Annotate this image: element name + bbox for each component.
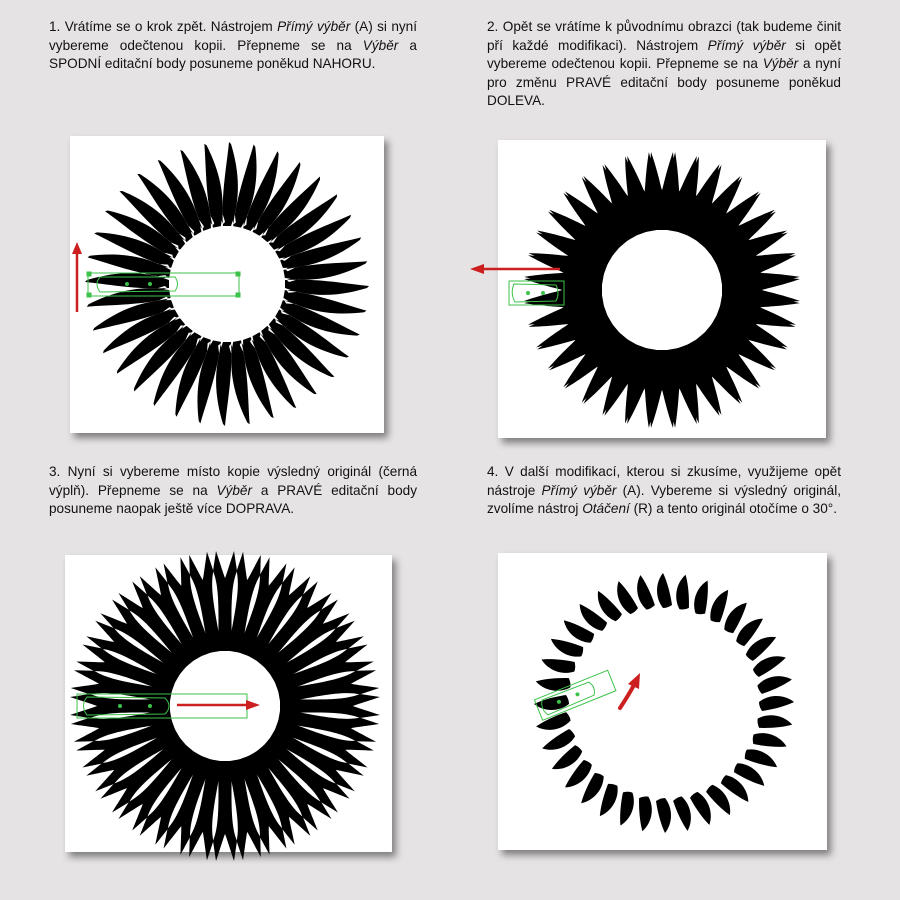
tool-name: Přímý výběr bbox=[541, 482, 617, 498]
text-run: (R) a tento originál otočíme o 30°. bbox=[629, 501, 837, 516]
ray bbox=[657, 573, 672, 608]
tool-name: Otáčení bbox=[582, 501, 630, 516]
move-right-arrow bbox=[177, 700, 260, 710]
text-run: 4. V další modifikací, kterou si zkusíme, využijeme opět nástroje bbox=[487, 464, 841, 498]
tool-name: Výběr bbox=[216, 482, 253, 498]
text-run: (A). Vybereme si výsledný originál, zvolíme nástroj bbox=[487, 482, 842, 516]
text-run: si opět vybereme odečtenou kopii. Přepneme se na bbox=[487, 37, 841, 71]
tool-name: Přímý výběr bbox=[707, 37, 786, 53]
text-run: (A) si nyní vybereme odečtenou kopii. Přepneme se na bbox=[49, 19, 418, 53]
ray bbox=[756, 674, 793, 695]
selection-outline bbox=[534, 670, 615, 720]
ray bbox=[635, 574, 656, 611]
illustration-rays-spiky-base bbox=[498, 140, 826, 438]
tool-name: Přímý výběr bbox=[277, 19, 351, 34]
text-run: 1. Vrátíme se o krok zpět. Nástrojem bbox=[49, 19, 278, 34]
illustration-rays-shifted-up bbox=[70, 136, 384, 433]
text-run: 3. Nyní si vybereme místo kopie výsledný originál (černá výplň). Přepneme se na bbox=[49, 464, 417, 498]
ray bbox=[759, 696, 794, 711]
move-up-arrow bbox=[72, 242, 82, 312]
step-2-text bbox=[487, 18, 841, 111]
illustration-1-svg bbox=[70, 136, 384, 433]
illustration-rays-sunburst bbox=[65, 555, 392, 852]
text-run: a PRAVÉ editační body posuneme naopak ještě více DOPRAVA. bbox=[49, 482, 417, 516]
step-4-text bbox=[487, 463, 841, 519]
step-3-text bbox=[49, 463, 417, 519]
text-run: a nyní pro změnu PRAVÉ editační body posuneme poněkud DOLEVA. bbox=[487, 56, 841, 108]
tool-name: Výběr bbox=[762, 56, 799, 71]
ray bbox=[673, 795, 694, 832]
ray bbox=[674, 574, 695, 611]
rotate-arrow bbox=[620, 673, 640, 708]
illustration-3-svg bbox=[65, 555, 392, 852]
text-run: a SPODNÍ editační body posuneme poněkud NAHORU. bbox=[49, 37, 417, 71]
illustration-rays-rotated-30 bbox=[498, 553, 827, 850]
step-1-text bbox=[49, 18, 417, 74]
move-left-arrow bbox=[470, 264, 560, 274]
ray-group bbox=[524, 152, 800, 428]
text-run: 2. Opět se vrátíme k původnímu obrazci (tak budeme činit pří každé modifikaci). Nástrojem bbox=[487, 19, 841, 53]
ray-group bbox=[534, 573, 794, 833]
ray bbox=[756, 713, 793, 734]
ray bbox=[634, 795, 655, 832]
tool-name: Výběr bbox=[362, 37, 399, 53]
illustration-2-svg bbox=[498, 140, 826, 438]
illustration-4-svg bbox=[498, 553, 827, 850]
ray bbox=[656, 798, 671, 833]
